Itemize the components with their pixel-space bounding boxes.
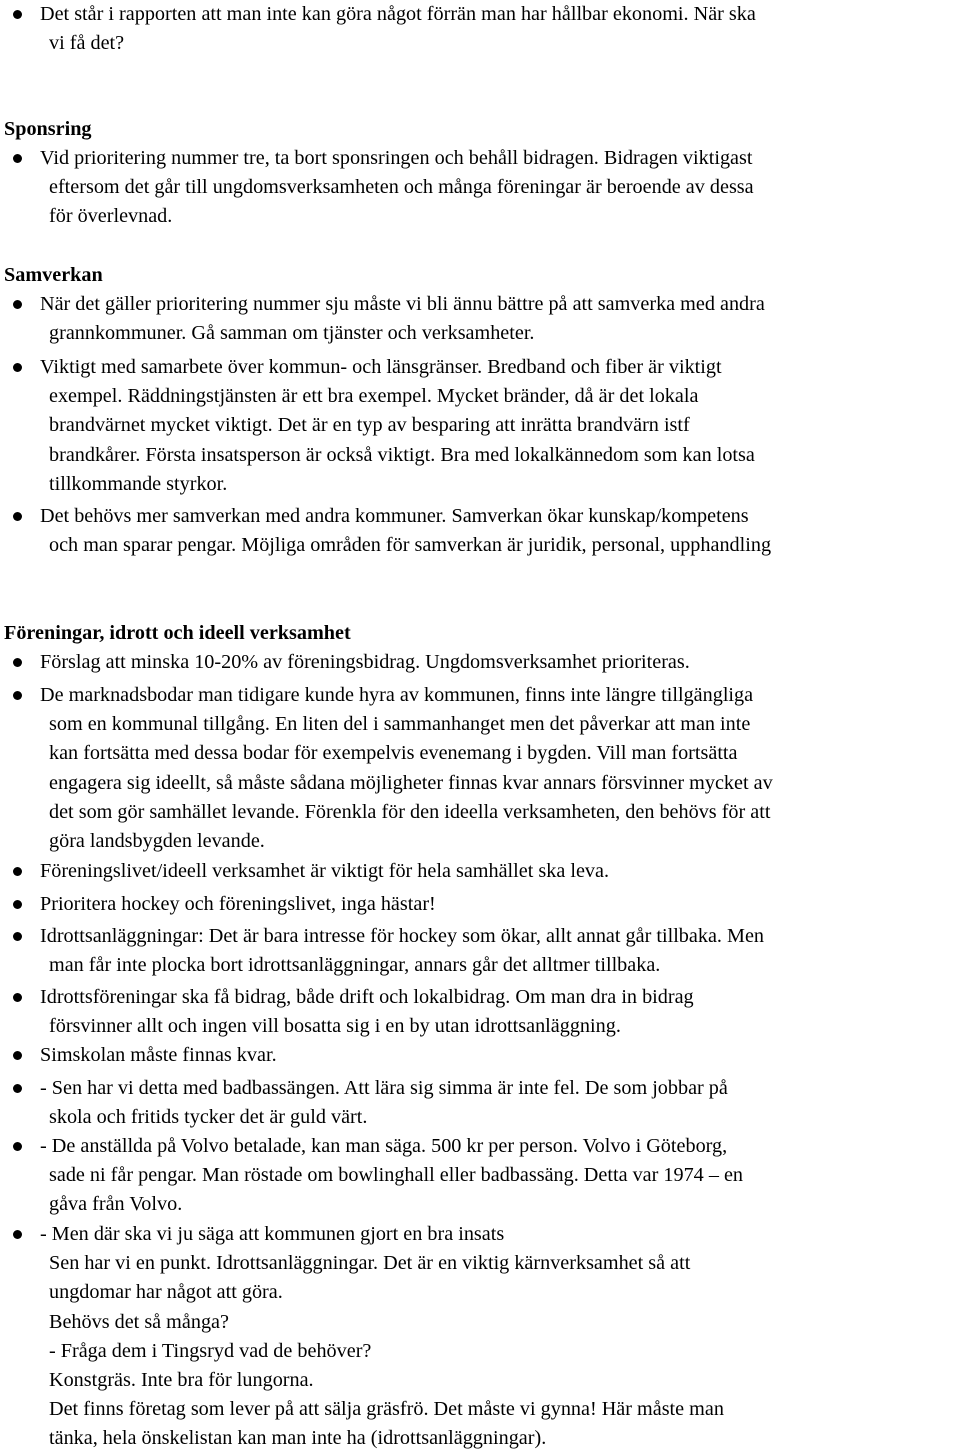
section-heading: Föreningar, idrott och ideell verksamhet bbox=[4, 622, 351, 644]
list-item-line: Det finns företag som lever på att sälja gräsfrö. Det måste vi gynna! Här måste man bbox=[49, 1398, 724, 1421]
bullet-dot-icon bbox=[13, 10, 22, 19]
section-heading: Sponsring bbox=[4, 118, 92, 140]
list-item-line: Sen har vi en punkt. Idrottsanläggningar. Det är en viktig kärnverksamhet så att bbox=[49, 1252, 691, 1275]
bullet-dot-icon bbox=[13, 993, 22, 1002]
list-item-line: Det står i rapporten att man inte kan göra något förrän man har hållbar ekonomi. När ska bbox=[40, 3, 756, 25]
list-item-line: De marknadsbodar man tidigare kunde hyra av kommunen, finns inte längre tillgängliga bbox=[40, 684, 754, 706]
list-item-line: tillkommande styrkor. bbox=[49, 472, 228, 495]
bullet-dot-icon bbox=[13, 691, 22, 700]
list-item-line: grannkommuner. Gå samman om tjänster och verksamheter. bbox=[49, 322, 535, 345]
list-item-line: vi få det? bbox=[49, 32, 125, 55]
list-item-line: - De anställda på Volvo betalade, kan man säga. 500 kr per person. Volvo i Göteborg, bbox=[40, 1135, 728, 1157]
list-item-line: brandkårer. Första insatsperson är också viktigt. Bra med lokalkännedom som kan lotsa bbox=[49, 443, 755, 466]
list-item-line: Prioritera hockey och föreningslivet, inga hästar! bbox=[40, 893, 436, 915]
list-item-line: När det gäller prioritering nummer sju måste vi bli ännu bättre på att samverka med andra bbox=[40, 293, 765, 315]
bullet-dot-icon bbox=[13, 867, 22, 876]
list-item-line: Konstgräs. Inte bra för lungorna. bbox=[49, 1369, 314, 1391]
list-item-line: Förslag att minska 10-20% av föreningsbidrag. Ungdomsverksamhet prioriteras. bbox=[40, 651, 690, 673]
list-item-line: ungdomar har något att göra. bbox=[49, 1281, 283, 1304]
bullet-dot-icon bbox=[13, 658, 22, 667]
list-item-line: försvinner allt och ingen vill bosatta sig i en by utan idrottsanläggning. bbox=[49, 1015, 621, 1038]
list-item-line: Behövs det så många? bbox=[49, 1310, 229, 1333]
bullet-dot-icon bbox=[13, 300, 22, 309]
list-item-line: brandvärnet mycket viktigt. Det är en typ av besparing att inrätta brandvärn istf bbox=[49, 414, 690, 437]
section-heading: Samverkan bbox=[4, 264, 103, 286]
list-item-line: skola och fritids tycker det är guld värt. bbox=[49, 1106, 368, 1129]
list-item-line: Viktigt med samarbete över kommun- och länsgränser. Bredband och fiber är viktigt bbox=[40, 356, 722, 378]
list-item-line: det som gör samhället levande. Förenkla för den ideella verksamheten, den behövs för att bbox=[49, 800, 771, 823]
bullet-dot-icon bbox=[13, 1142, 22, 1151]
list-item-line: Idrottsanläggningar: Det är bara intresse för hockey som ökar, allt annat går tillbaka. Men bbox=[40, 925, 765, 947]
list-item-line: - Men där ska vi ju säga att kommunen gjort en bra insats bbox=[40, 1223, 505, 1245]
bullet-dot-icon bbox=[13, 363, 22, 372]
list-item-line: och man sparar pengar. Möjliga områden för samverkan är juridik, personal, upphandling bbox=[49, 534, 772, 557]
list-item-line: man får inte plocka bort idrottsanläggningar, annars går det alltmer tillbaka. bbox=[49, 954, 661, 977]
list-item-line: Föreningslivet/ideell verksamhet är viktigt för hela samhället ska leva. bbox=[40, 860, 610, 882]
list-item-line: - Fråga dem i Tingsryd vad de behöver? bbox=[49, 1339, 372, 1362]
list-item-line: som en kommunal tillgång. En liten del i sammanhanget men det påverkar att man inte bbox=[49, 713, 751, 736]
list-item-line: Idrottsföreningar ska få bidrag, både drift och lokalbidrag. Om man dra in bidrag bbox=[40, 986, 694, 1008]
list-item-line: för överlevnad. bbox=[49, 205, 173, 228]
bullet-dot-icon bbox=[13, 932, 22, 941]
bullet-dot-icon bbox=[13, 1230, 22, 1239]
bullet-dot-icon bbox=[13, 1084, 22, 1093]
bullet-dot-icon bbox=[13, 512, 22, 521]
list-item-line: engagera sig ideellt, så måste sådana möjligheter finnas kvar annars försvinner mycket av bbox=[49, 771, 773, 794]
list-item-line: - Sen har vi detta med badbassängen. Att lära sig simma är inte fel. De som jobbar på bbox=[40, 1077, 728, 1099]
list-item-line: Det behövs mer samverkan med andra kommuner. Samverkan ökar kunskap/kompetens bbox=[40, 505, 749, 527]
list-item-line: göra landsbygden levande. bbox=[49, 830, 265, 852]
list-item-line: kan fortsätta med dessa bodar för exempelvis evenemang i bygden. Vill man fortsätta bbox=[49, 742, 738, 765]
list-item-line: tänka, hela önskelistan kan man inte ha (idrottsanläggningar). bbox=[49, 1427, 547, 1450]
list-item-line: Vid prioritering nummer tre, ta bort sponsringen och behåll bidragen. Bidragen viktigast bbox=[40, 147, 753, 169]
list-item-line: exempel. Räddningstjänsten är ett bra exempel. Mycket bränder, då är det lokala bbox=[49, 385, 699, 408]
list-item-line: sade ni får pengar. Man röstade om bowlinghall eller badbassäng. Detta var 1974 – en bbox=[49, 1164, 744, 1187]
list-item-line: eftersom det går till ungdomsverksamheten och många föreningar är beroende av dessa bbox=[49, 176, 754, 199]
bullet-dot-icon bbox=[13, 900, 22, 909]
list-item-line: Simskolan måste finnas kvar. bbox=[40, 1044, 277, 1066]
list-item-line: gåva från Volvo. bbox=[49, 1193, 183, 1216]
bullet-dot-icon bbox=[13, 154, 22, 163]
bullet-dot-icon bbox=[13, 1051, 22, 1060]
